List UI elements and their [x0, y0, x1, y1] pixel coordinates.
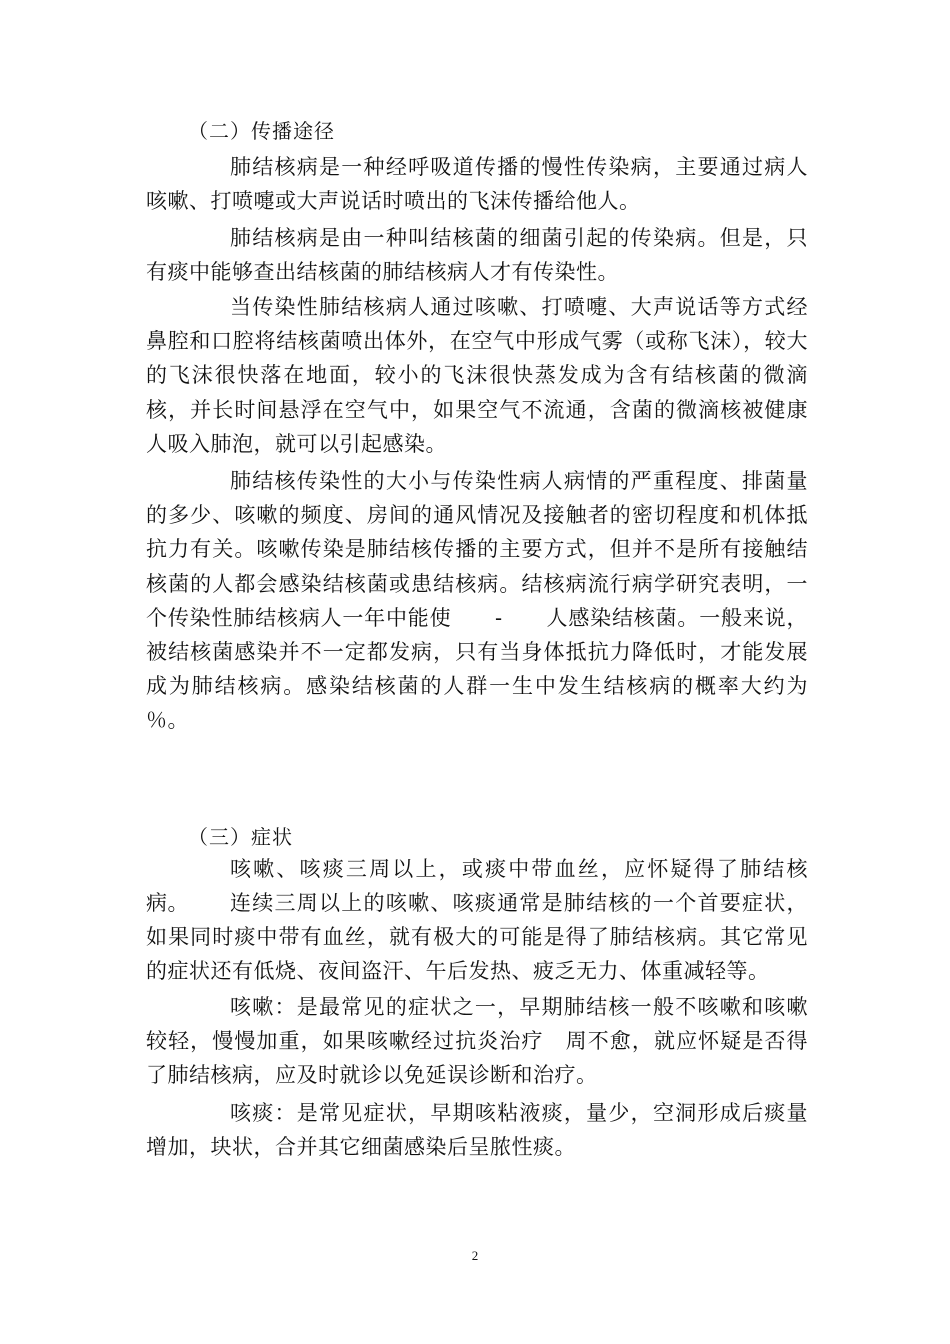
section-2-heading: （二）传播途径	[188, 119, 335, 143]
section-2-paragraph-1: 肺结核病是一种经呼吸道传播的慢性传染病，主要通过病人咳嗽、打喷嚏或大声说话时喷出的飞沫传播给他人。	[146, 155, 808, 214]
section-3-paragraph-3: 咳嗽：是最常见的症状之一，早期肺结核一般不咳嗽和咳嗽较轻，慢慢加重，如果咳嗽经过抗炎治疗 周不愈，就应怀疑是否得了肺结核病，应及时就诊以免延误诊断和治疗。	[146, 995, 808, 1088]
section-3-paragraph-1: 咳嗽、咳痰三周以上，或痰中带血丝，应怀疑得了肺结核病。	[146, 857, 808, 916]
section-3-heading: （三）症状	[188, 825, 293, 849]
page-number: 2	[471, 1248, 479, 1263]
section-3-paragraph-4: 咳痰：是常见症状，早期咳粘液痰，量少，空洞形成后痰量增加，块状，合并其它细菌感染后呈脓性痰。	[146, 1101, 808, 1160]
section-2-paragraph-2: 肺结核病是由一种叫结核菌的细菌引起的传染病。但是，只有痰中能够查出结核菌的肺结核病人才有传染性。	[146, 226, 808, 285]
section-2-paragraph-3: 当传染性肺结核病人通过咳嗽、打喷嚏、大声说话等方式经鼻腔和口腔将结核菌喷出体外，在空气中形成气雾（或称飞沫），较大的飞沫很快落在地面，较小的飞沫很快蒸发成为含有结核菌的微滴核，并长时间悬浮在空气中，如果空气不流通，含菌的微滴核被健康人吸入肺泡，就可以引起感染。	[146, 295, 808, 456]
section-2-paragraph-4: 肺结核传染性的大小与传染性病人病情的严重程度、排菌量的多少、咳嗽的频度、房间的通风情况及接触者的密切程度和机体抵抗力有关。咳嗽传染是肺结核传播的主要方式，但并不是所有接触结核菌的人都会感染结核菌或患结核病。结核病流行病学研究表明，一个传染性肺结核病人一年中能使 - 人感染结核菌。一般来说，被结核菌感染并不一定都发病，只有当身体抵抗力降低时，才能发展成为肺结核病。感染结核菌的人群一生中发生结核病的概率大约为 ％。	[146, 469, 851, 733]
section-3-paragraph-2: 连续三周以上的咳嗽、咳痰通常是肺结核的一个首要症状，如果同时痰中带有血丝，就有极大的可能是得了肺结核病。其它常见的症状还有低烧、夜间盗汗、午后发热、疲乏无力、体重减轻等。	[146, 891, 808, 984]
